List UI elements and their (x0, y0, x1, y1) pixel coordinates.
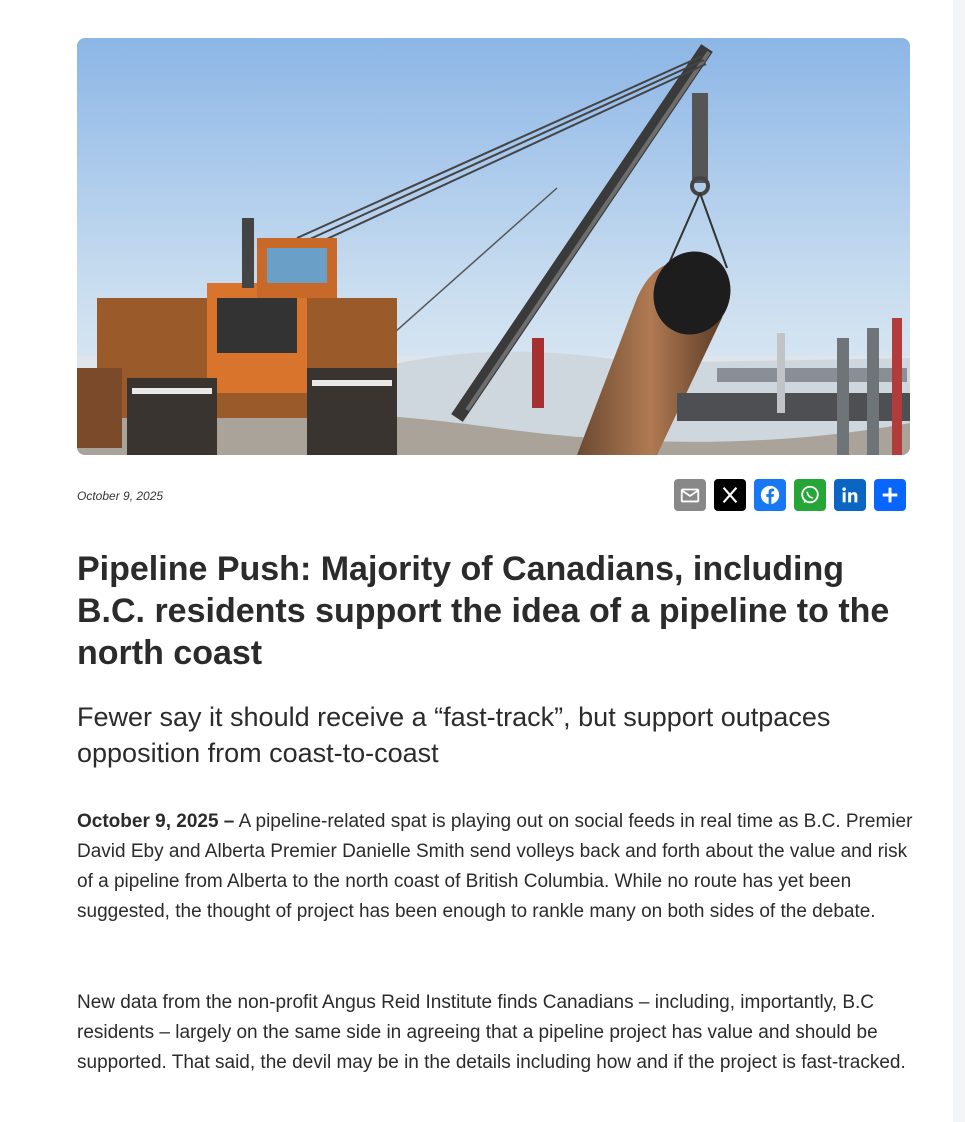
article-title: Pipeline Push: Majority of Canadians, including B.C. residents support the idea of a pipeline to the north coast (77, 550, 890, 672)
paragraph-1-text: A pipeline-related spat is playing out on social feeds in real time as B.C. Premier David Eby and Alberta Premier Danielle Smith send volleys back and forth about the value and risk of a pipeline from Alberta to the north coast of British Columbia. While no route has yet been suggested, the thought of project has been enough to rankle many on both sides of the debate. (77, 811, 913, 922)
publish-date: October 9, 2025 (77, 489, 164, 503)
share-bar (674, 479, 906, 511)
article-paragraph-2: New data from the non-profit Angus Reid Institute finds Canadians – including, importantly, B.C residents – largely on the same side in agreeing that a pipeline project has value and should be supported. That said, the devil may be in the details including how and if the project is fast-tracked. (77, 992, 906, 1073)
x-icon (719, 484, 741, 506)
share-email-button[interactable] (674, 479, 706, 511)
share-whatsapp-button[interactable] (794, 479, 826, 511)
email-icon (679, 484, 701, 506)
share-x-button[interactable] (714, 479, 746, 511)
page-gutter (953, 0, 965, 1122)
linkedin-icon (839, 484, 861, 506)
hero-image (77, 38, 910, 455)
facebook-icon (759, 484, 781, 506)
share-linkedin-button[interactable] (834, 479, 866, 511)
share-more-button[interactable] (874, 479, 906, 511)
article-paragraph-1 (77, 807, 917, 927)
dateline: October 9, 2025 – (77, 811, 235, 832)
share-facebook-button[interactable] (754, 479, 786, 511)
whatsapp-icon (799, 484, 821, 506)
article-subtitle: Fewer say it should receive a “fast-track”, but support outpaces opposition from coast-to-coast (77, 702, 831, 768)
share-plus-icon (879, 484, 901, 506)
